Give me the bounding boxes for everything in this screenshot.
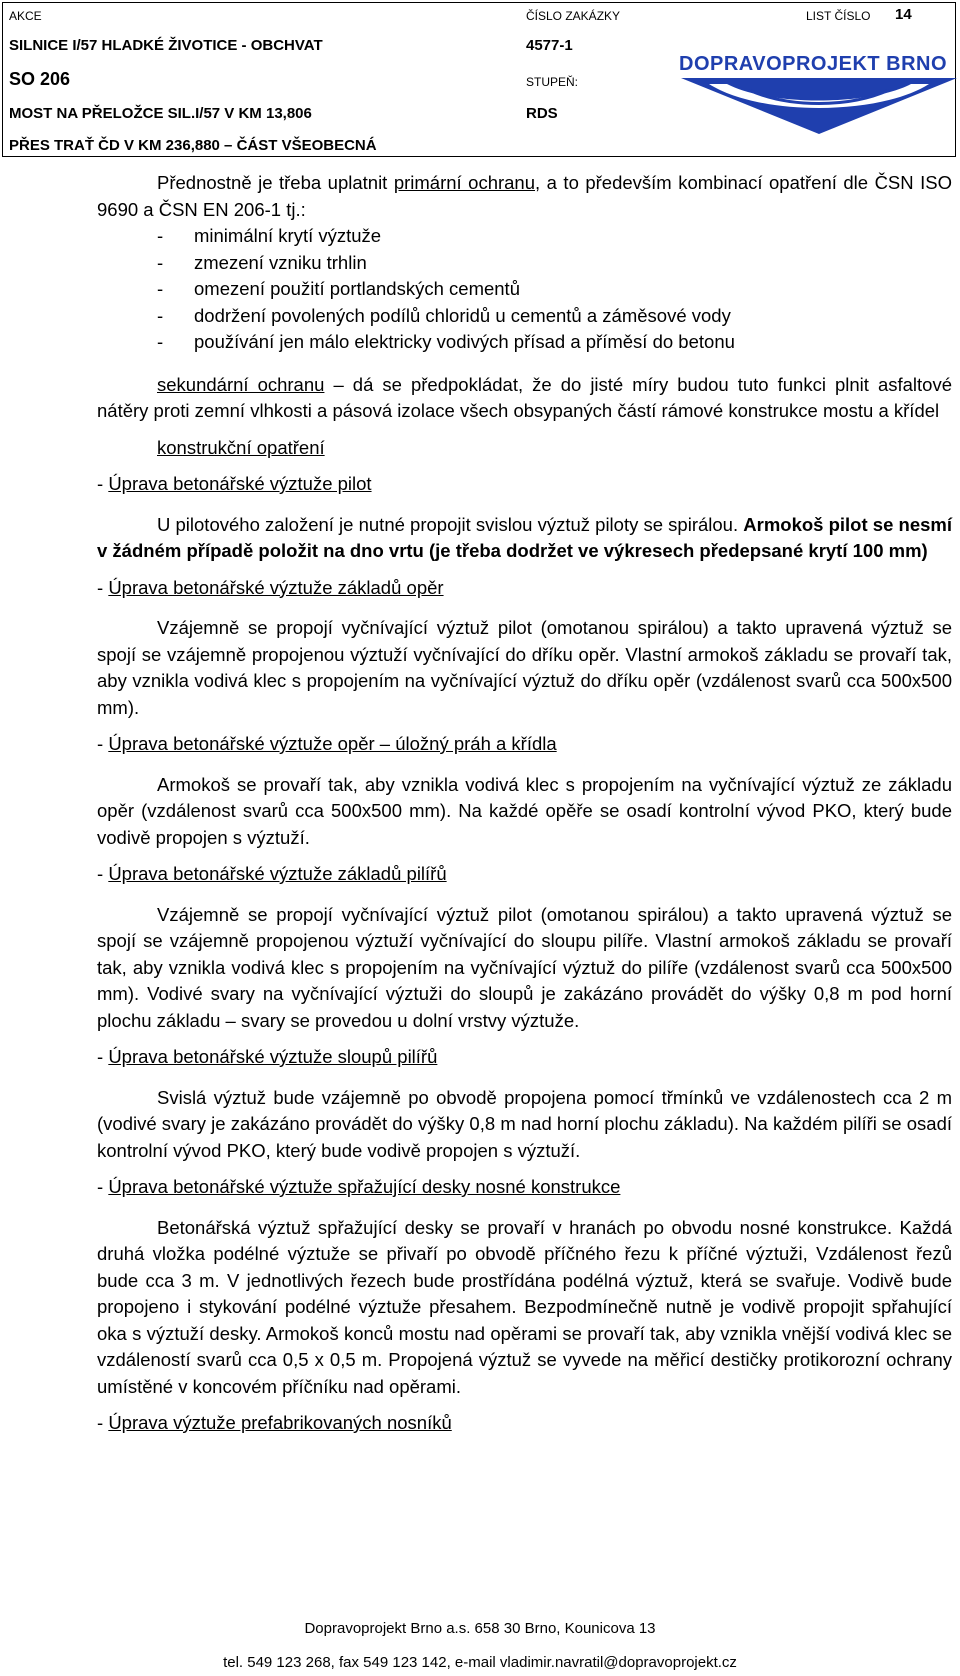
section-text-deck: Betonářská výztuž spřažující desky se provaří v hranách po obvodu nosné konstrukce. Každá druhá vložka podélné výztuže se přivaří po obvodě příčného řezu k příčné výztuži, Vzdálenost řezů bude cca 3 m. V jednotlivých řezech bude prostřídána podélná výztuž, která se svařuje. Vodivě bude propojeno i stykování podélné výztuže přesahem. Bezpodmínečně nutně je vodivě propojit spřahující oka s výztuží desky. Armokoš konců mostu nad opěrami se provaří tak, aby vznikla vnější vodivá klec se vzdáleností svarů cca 0,5 x 0,5 m. Propojená výztuž se vyvede na měřicí destičky protikorozní ochrany umístěné v koncovém příčníku nad opěrami.	[97, 1216, 952, 1397]
measures-list	[97, 223, 952, 356]
list-item: - zmezení vzniku trhlin	[157, 251, 367, 273]
intro-paragraph	[97, 170, 952, 223]
section-heading-pier-foundations: - Úprava betonářské výztuže základů pilířů	[97, 863, 447, 884]
list-item: - minimální krytí výztuže	[157, 225, 382, 246]
cislo-zakazky-label: ČÍSLO ZAKÁZKY	[526, 9, 621, 23]
so-number: SO 206	[9, 69, 71, 89]
section-heading-abutment-foundations: - Úprava betonářské výztuže základů opěr	[97, 576, 444, 598]
list-item: - dodržení povolených podílů chloridů u cementů a záměsové vody	[157, 304, 731, 326]
footer-contact: tel. 549 123 268, fax 549 123 142, e-mail vladimir.navratil@dopravoprojekt.cz	[223, 1654, 737, 1671]
section-text-piles: U pilotového založení je nutné propojit svislou výztuž piloty se spirálou. Armokoš pilot se nesmí v žádném případě položit na dno vrtu (je třeba dodržet ve výkresech předepsané krytí 100 mm)	[97, 513, 952, 561]
project-name: SILNICE I/57 HLADKÉ ŽIVOTICE - OBCHVAT	[9, 37, 323, 54]
section-text-abutments: Armokoš se provaří tak, aby vznikla vodivá klec s propojením na vyčnívající výztuž ze základu opěr (vzdálenost svarů cca 500x500 mm). Na každé opěře se osadí kontrolní vývod PKO, který bude vodivě propojen s výztuží.	[97, 773, 952, 848]
primary-protection-term: primární ochranu	[393, 172, 536, 193]
list-cislo-value: 14	[895, 6, 912, 23]
secondary-protection-paragraph: sekundární ochranu – dá se předpokládat, že do jisté míry budou tuto funkci plnit asfaltové nátěry proti zemní vlhkosti a pásová izolace všech obsypaných částí rámové konstrukce mostu a křídel	[97, 373, 952, 421]
section-text-pier-columns: Svislá výztuž bude vzájemně po obvodě propojena pomocí třmínků ve vzdálenostech cca 2 m (vodivé svary je zakázáno provádět do výšky 0,8 m nad horní plochu základu). Na každém pilíři se osadí kontrolní vývod PKO, který bude vodivě propojen s výztuží.	[97, 1086, 952, 1161]
warning-text: Armokoš pilot se nesmí v žádném případě položit na dno vrtu (je třeba dodržet ve výkresech předepsané krytí 100 mm)	[97, 513, 952, 561]
bridge-subtitle: PŘES TRAŤ ČD V KM 236,880 – ČÁST VŠEOBECNÁ	[9, 137, 377, 154]
zakazka-number: 4577-1	[526, 37, 573, 54]
section-heading-girders: - Úprava výztuže prefabrikovaných nosníků	[97, 1412, 452, 1433]
company-logo-text: DOPRAVOPROJEKT BRNO	[679, 53, 948, 75]
footer-address: Dopravoprojekt Brno a.s. 658 30 Brno, Kounicova 13	[304, 1620, 656, 1637]
section-heading-abutments: - Úprava betonářské výztuže opěr – úložný práh a křídla	[97, 733, 557, 754]
section-heading-pier-columns: - Úprava betonářské výztuže sloupů pilířů	[97, 1046, 438, 1067]
section-heading-deck: - Úprava betonářské výztuže spřažující desky nosné konstrukce	[97, 1176, 621, 1197]
document-header	[2, 2, 956, 157]
stupen-value: RDS	[526, 105, 558, 122]
list-item: - používání jen málo elektricky vodivých přísad a příměsí do betonu	[157, 331, 735, 352]
list-cislo-label: LIST ČÍSLO	[806, 9, 871, 23]
akce-label: AKCE	[9, 9, 42, 23]
constructive-measures-heading: konstrukční opatření	[157, 436, 325, 458]
list-item: - omezení použití portlandských cementů	[157, 278, 520, 299]
secondary-protection-term: sekundární ochranu	[157, 373, 325, 395]
intro-text: Přednostně je třeba uplatnit	[157, 172, 394, 193]
section-text-abutment-foundations: Vzájemně se propojí vyčnívající výztuž pilot (omotanou spirálou) a takto upravená výztuž se spojí se vzájemně propojenou výztuží vyčnívající do dříku opěr. Vlastní armokoš základu se provaří tak, aby vznikla vodivá klec s propojením na vyčnívající výztuž do dříku opěr (vzdálenost svarů cca 500x500 mm).	[97, 617, 952, 718]
section-heading-piles: - Úprava betonářské výztuže pilot	[97, 473, 372, 494]
stupen-label: STUPEŇ:	[526, 75, 579, 89]
company-logo-icon	[679, 76, 959, 136]
bridge-title: MOST NA PŘELOŽCE SIL.I/57 V KM 13,806	[9, 105, 312, 122]
intro-text-end: , a to především kombinací opatření dle ČSN ISO 9690 a ČSN EN 206-1 tj.:	[97, 172, 952, 220]
section-text-pier-foundations: Vzájemně se propojí vyčnívající výztuž pilot (omotanou spirálou) a takto upravená výztuž se spojí se vzájemně propojenou výztuží vyčnívající do sloupu pilíře. Vlastní armokoš základu se provaří tak, aby vznikla vodivá klec s propojením na vyčnívající výztuž do pilíře (vzdálenost svarů cca 500x500 mm). Vodivé svary na vyčnívající výztuži do sloupů je zakázáno provádět do výšky 0,8 m pod horní plochu základu – svary se provedou u dolní vrstvy výztuže.	[97, 903, 952, 1031]
document-body	[97, 170, 952, 1437]
